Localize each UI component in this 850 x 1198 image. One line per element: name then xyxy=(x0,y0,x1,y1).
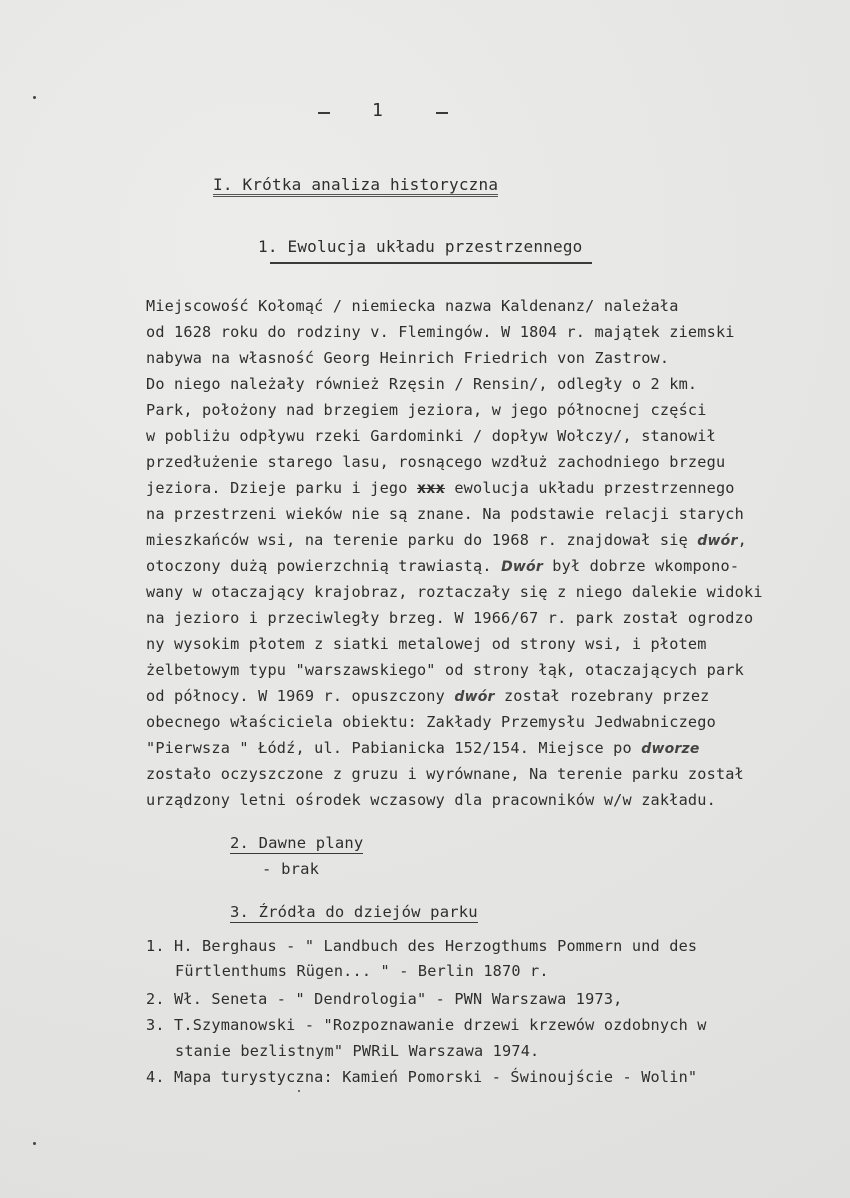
paper-speck xyxy=(33,96,36,99)
handwritten-word: Dwór xyxy=(501,559,543,575)
reference-item-continuation: Fürtlenthums Rügen... " - Berlin 1870 r. xyxy=(175,962,549,980)
subsection-2-title-text: 2. Dawne plany xyxy=(230,834,364,852)
subsection-1-underline xyxy=(270,262,592,264)
body-line-tail: został rozebrany przez xyxy=(503,687,710,705)
reference-item: 3. T.Szymanowski - "Rozpoznawanie drzewi krzewów ozdobnych w xyxy=(146,1016,707,1034)
body-line-text: od północy. W 1969 r. opuszczony xyxy=(146,687,445,705)
subsection-2-value: - brak xyxy=(262,860,320,878)
paper-speck xyxy=(298,1090,300,1092)
body-line-tail: ewolucja układu przestrzennego xyxy=(454,479,735,497)
body-line: w pobliżu odpływu rzeki Gardominki / dopływ Wołczy/, stanowił xyxy=(146,427,716,445)
reference-item: 4. Mapa turystyczna: Kamień Pomorski - Świnoujście - Wolin" xyxy=(146,1068,698,1086)
reference-item: 2. Wł. Seneta - " Dendrologia" - PWN Warszawa 1973, xyxy=(146,990,623,1008)
body-line-with-handwriting: mieszkańców wsi, na terenie parku do 1968 r. znajdował się dwór, xyxy=(146,531,747,549)
body-line: urządzony letni ośrodek wczasowy dla pracowników w/w zakładu. xyxy=(146,791,716,809)
body-line: od 1628 roku do rodziny v. Flemingów. W 1804 r. majątek ziemski xyxy=(146,323,735,341)
body-line: na przestrzeni wieków nie są znane. Na podstawie relacji starych xyxy=(146,505,744,523)
handwritten-word: dwór xyxy=(697,533,738,549)
body-line-tail: był dobrze wkompono- xyxy=(552,557,740,575)
subsection-1-title: 1. Ewolucja układu przestrzennego xyxy=(258,237,583,256)
body-line-with-handwriting xyxy=(146,557,739,575)
body-line-with-handwriting xyxy=(146,739,700,757)
body-line-with-handwriting xyxy=(146,687,710,705)
body-line-with-strike xyxy=(146,479,735,497)
body-line: nabywa na własność Georg Heinrich Friedrich von Zastrow. xyxy=(146,349,670,367)
handwritten-word: dwór xyxy=(454,689,495,705)
body-line: Do niego należały również Rzęsin / Rensin/, odległy o 2 km. xyxy=(146,375,698,393)
body-line: żelbetowym typu "warszawskiego" od strony łąk, otaczających park xyxy=(146,661,744,679)
body-line-text: otoczony dużą powierzchnią trawiastą. xyxy=(146,557,492,575)
body-line: zostało oczyszczone z gruzu i wyrównane, Na terenie parku został xyxy=(146,765,744,783)
page-number-dash-right xyxy=(436,112,448,114)
body-line-text: "Pierwsza " Łódź, ul. Pabianicka 152/154. Miejsce po xyxy=(146,739,632,757)
paper-speck xyxy=(33,1142,36,1145)
body-line: wany w otaczający krajobraz, roztaczały się z niego dalekie widoki xyxy=(146,583,763,601)
body-line-text: mieszkańców wsi, na terenie parku do 1968 r. znajdował się xyxy=(146,531,688,549)
body-line: Park, położony nad brzegiem jeziora, w jego północnej części xyxy=(146,401,707,419)
section-title xyxy=(213,175,498,194)
section-title-text: I. Krótka analiza historyczna xyxy=(213,175,498,197)
body-line: na jezioro i przeciwległy brzeg. W 1966/67 r. park został ogrodzo xyxy=(146,609,754,627)
subsection-2-title xyxy=(230,834,392,852)
reference-item-continuation: stanie bezlistnym" PWRiL Warszawa 1974. xyxy=(175,1042,540,1060)
page-number: 1 xyxy=(372,100,384,121)
struck-out-text: xxx xyxy=(416,479,445,497)
subsection-3-title-text: 3. Źródła do dziejów parku xyxy=(230,903,478,921)
body-line: Miejscowość Kołomąć / niemiecka nazwa Kaldenanz/ należała xyxy=(146,297,679,315)
body-line: ny wysokim płotem z siatki metalowej od strony wsi, i płotem xyxy=(146,635,707,653)
body-line: przedłużenie starego lasu, rosnącego wzdłuż zachodniego brzegu xyxy=(146,453,726,471)
handwritten-word: dworze xyxy=(641,741,700,757)
body-line: obecnego właściciela obiektu: Zakłady Przemysłu Jedwabniczego xyxy=(146,713,716,731)
page-number-dash-left xyxy=(318,112,330,114)
subsection-3-title xyxy=(230,903,478,921)
reference-item: 1. H. Berghaus - " Landbuch des Herzogthums Pommern und des xyxy=(146,937,698,955)
body-line-text: jeziora. Dzieje parku i jego xyxy=(146,479,408,497)
